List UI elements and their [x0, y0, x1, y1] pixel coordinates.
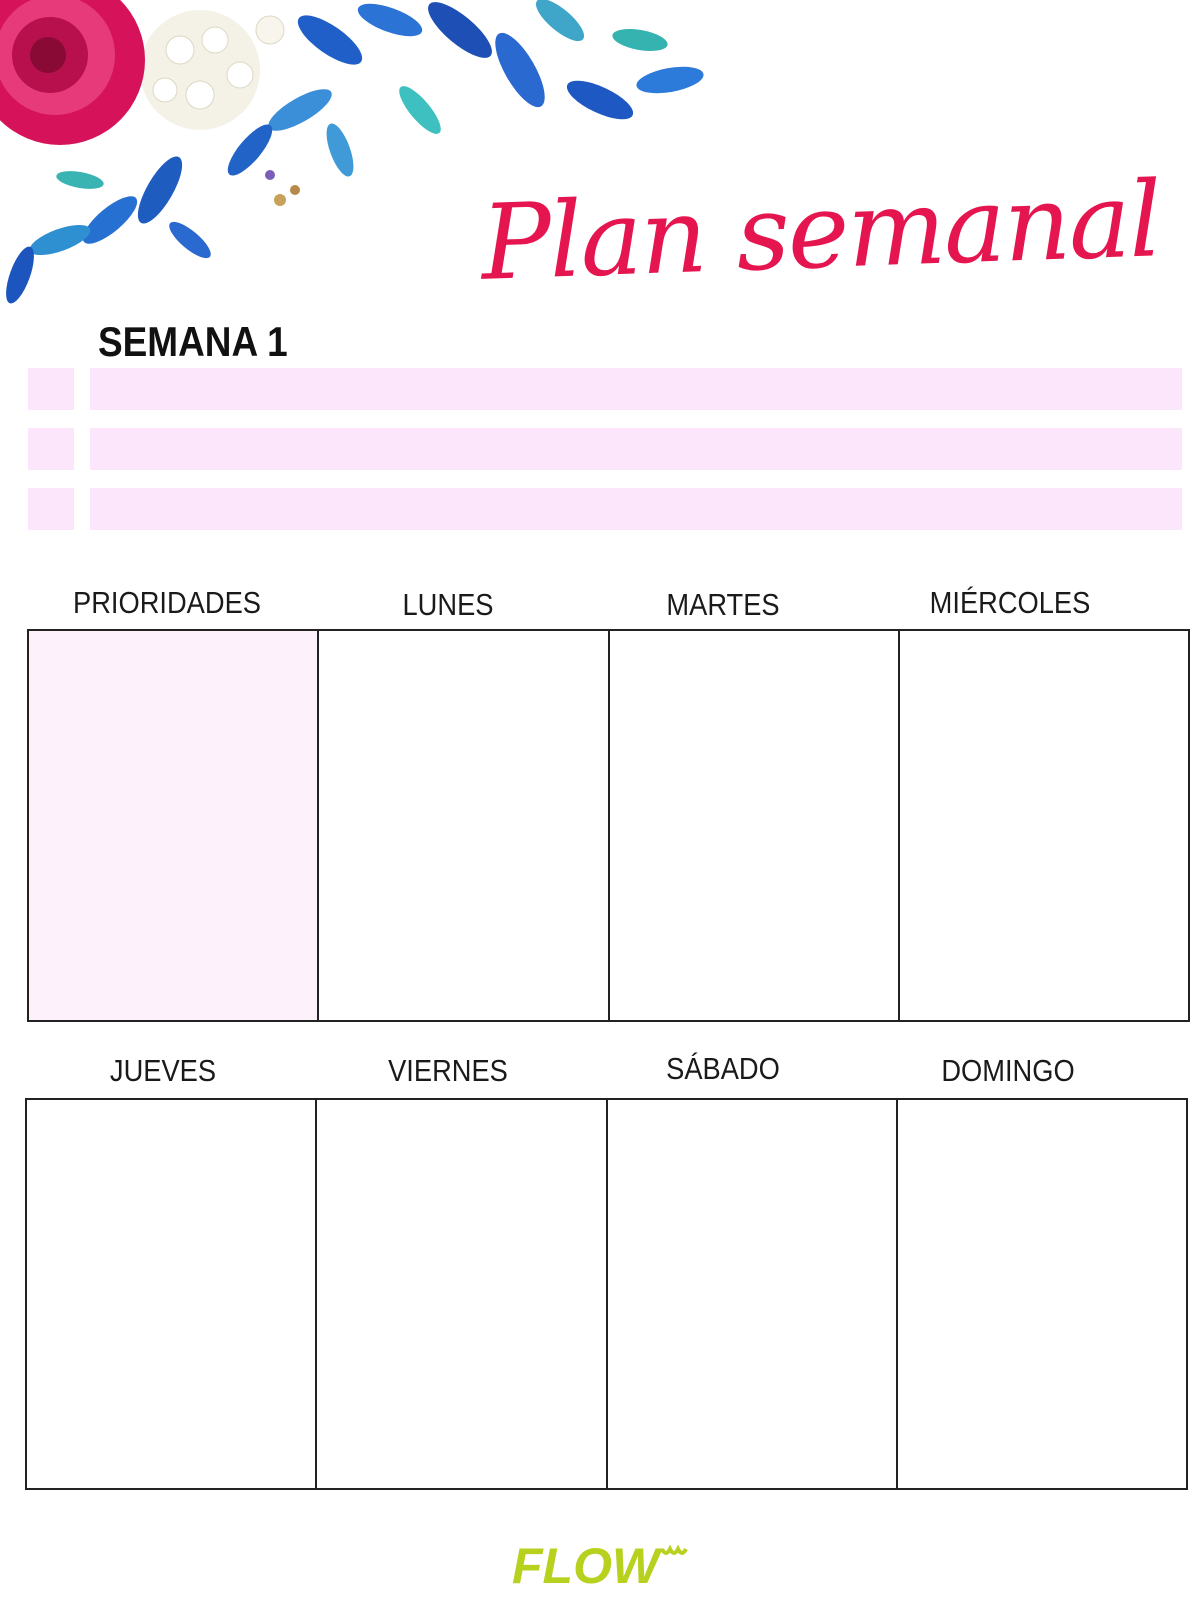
label-sabado: SÁBADO: [666, 1051, 780, 1086]
label-prioridades: PRIORIDADES: [73, 585, 261, 620]
task-row[interactable]: [28, 488, 1182, 530]
task-checkbox[interactable]: [28, 428, 74, 470]
logo-text: FLOW: [512, 1538, 660, 1594]
label-lunes: LUNES: [402, 587, 494, 622]
flow-logo: [512, 1535, 712, 1595]
task-row[interactable]: [28, 428, 1182, 470]
task-line[interactable]: [90, 488, 1182, 530]
label-martes: MARTES: [666, 587, 780, 622]
cell-sabado[interactable]: [608, 1100, 898, 1488]
cell-domingo[interactable]: [898, 1100, 1186, 1488]
task-checkbox[interactable]: [28, 368, 74, 410]
cell-martes[interactable]: [610, 631, 900, 1020]
cell-miercoles[interactable]: [900, 631, 1188, 1020]
logo-waves-icon: [662, 1549, 686, 1553]
top-grid: [27, 629, 1190, 1022]
label-domingo: DOMINGO: [941, 1053, 1075, 1088]
rose-icon: [0, 0, 145, 145]
label-miercoles: MIÉRCOLES: [929, 585, 1091, 620]
cell-viernes[interactable]: [317, 1100, 607, 1488]
label-jueves: JUEVES: [109, 1053, 217, 1088]
cell-prioridades[interactable]: [29, 631, 319, 1020]
week-label: SEMANA 1: [98, 318, 288, 365]
cell-lunes[interactable]: [319, 631, 609, 1020]
task-row[interactable]: [28, 368, 1182, 410]
cell-jueves[interactable]: [27, 1100, 317, 1488]
task-line[interactable]: [90, 428, 1182, 470]
hydrangea-icon: [140, 10, 284, 130]
page-title: Plan semanal: [478, 158, 1162, 304]
bottom-grid: [25, 1098, 1188, 1490]
label-viernes: VIERNES: [388, 1053, 508, 1088]
task-line[interactable]: [90, 368, 1182, 410]
task-checkbox[interactable]: [28, 488, 74, 530]
sprig-icon: [265, 170, 300, 206]
